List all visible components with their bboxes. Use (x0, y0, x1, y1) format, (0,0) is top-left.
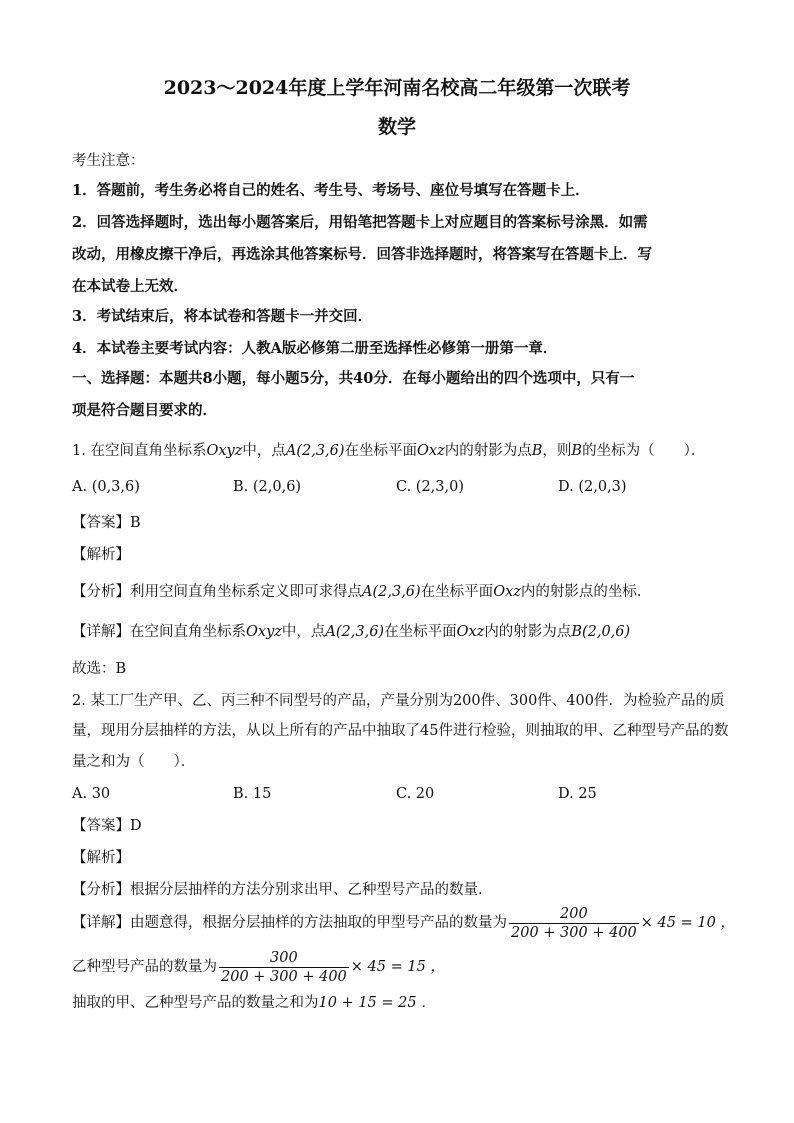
notice-item-1: 1．答题前，考生务必将自己的姓名、考生号、考场号、座位号填写在答题卡上． (72, 182, 590, 199)
q1-option-c: C. (2,3,0) (396, 479, 465, 495)
q1-fenxi: 【分析】利用空间直角坐标系定义即可求得点A(2,3,6)在坐标平面Oxz内的射影点的坐标. (72, 584, 642, 600)
q2-analysis: 【解析】 (72, 850, 130, 866)
subject-title: 数学 (377, 116, 416, 138)
q2-option-d: D. 25 (558, 786, 597, 802)
q2-option-a: A. 30 (72, 786, 111, 802)
notice-heading: 考生注意： (72, 153, 145, 169)
notice-item-3: 3．考试结束后，将本试卷和答题卡一并交回． (72, 308, 373, 325)
q2-fraction-1: $\frac{200}{200 + 300 + 400}$ (511, 905, 637, 941)
q2-stem-line-2: 量，现用分层抽样的方法，从以上所有的产品中抽取了45件进行检验，则抽取的甲、乙种型号产品的数 (72, 723, 729, 739)
q2-stem-line-3: 量之和为（ ）． (72, 754, 196, 770)
q2-xiangjie-line-1: 【详解】由题意得，根据分层抽样的方法抽取的甲型号产品的数量为 $\frac{200}{200 + 300 + 400}$ × 45 = 10 ， (72, 905, 735, 941)
exam-title: 2023～2024年度上学年河南名校高二年级第一次联考 (163, 77, 631, 99)
notice-item-4: 4．本试卷主要考试内容：人教A版必修第二册至选择性必修第一册第一章． (72, 340, 558, 357)
q1-option-b: B. (2,0,6) (233, 479, 302, 495)
notice-item-2-line-2: 改动，用橡皮擦干净后，再选涂其他答案标号．回答非选择题时，将答案写在答题卡上．写 (72, 246, 652, 263)
q2-answer: 【答案】D (72, 818, 142, 834)
q1-point: A(2,3,6) (285, 443, 345, 459)
q2-option-c: C. 20 (396, 786, 435, 802)
q2-stem-line-1: 2. 某工厂生产甲、乙、丙三种不同型号的产品，产量分别为200件、300件、400件．为检验产品的质 (72, 693, 725, 709)
notice-item-2-line-1: 2．回答选择题时，选出每小题答案后，用铅笔把答题卡上对应题目的答案标号涂黑．如需 (72, 214, 648, 231)
q2-xiangjie-line-2: 乙种型号产品的数量为 $\frac{300}{200 + 300 + 400}$ × 45 = 15 ， (72, 949, 445, 985)
q1-option-a: A. (0,3,6) (72, 479, 140, 495)
q1-stem: 1. 在空间直角坐标系Oxyz中，点A(2,3,6)在坐标平面Oxz内的射影为点B，则B的坐标为（ ）． (72, 443, 706, 459)
q1-analysis: 【解析】 (72, 547, 130, 563)
q1-option-d: D. (2,0,3) (558, 479, 627, 495)
section-1-line-2: 项是符合题目要求的． (72, 402, 217, 419)
q1-xiangjie: 【详解】在空间直角坐标系Oxyz中，点A(2,3,6)在坐标平面Oxz内的射影为点B(2,0,6) (72, 624, 631, 640)
q1-answer: 【答案】B (72, 515, 141, 531)
q1-plane: Oxz (417, 443, 445, 459)
notice-item-2-line-3: 在本试卷上无效． (72, 278, 188, 295)
q2-fraction-2: $\frac{300}{200 + 300 + 400}$ (221, 949, 347, 985)
q2-option-b: B. 15 (233, 786, 272, 802)
section-1-line-1: 一、选择题：本题共8小题，每小题5分，共40分．在每小题给出的四个选项中，只有一 (72, 370, 635, 387)
q1-result-point: B(2,0,6) (571, 624, 631, 640)
q2-xiangjie-line-3: 抽取的甲、乙种型号产品的数量之和为10 + 15 = 25 ． (72, 995, 436, 1011)
q1-choose: 故选：B (72, 661, 127, 677)
q1-system: Oxyz (206, 443, 243, 459)
q2-fenxi: 【分析】根据分层抽样的方法分别求出甲、乙种型号产品的数量. (72, 882, 483, 898)
